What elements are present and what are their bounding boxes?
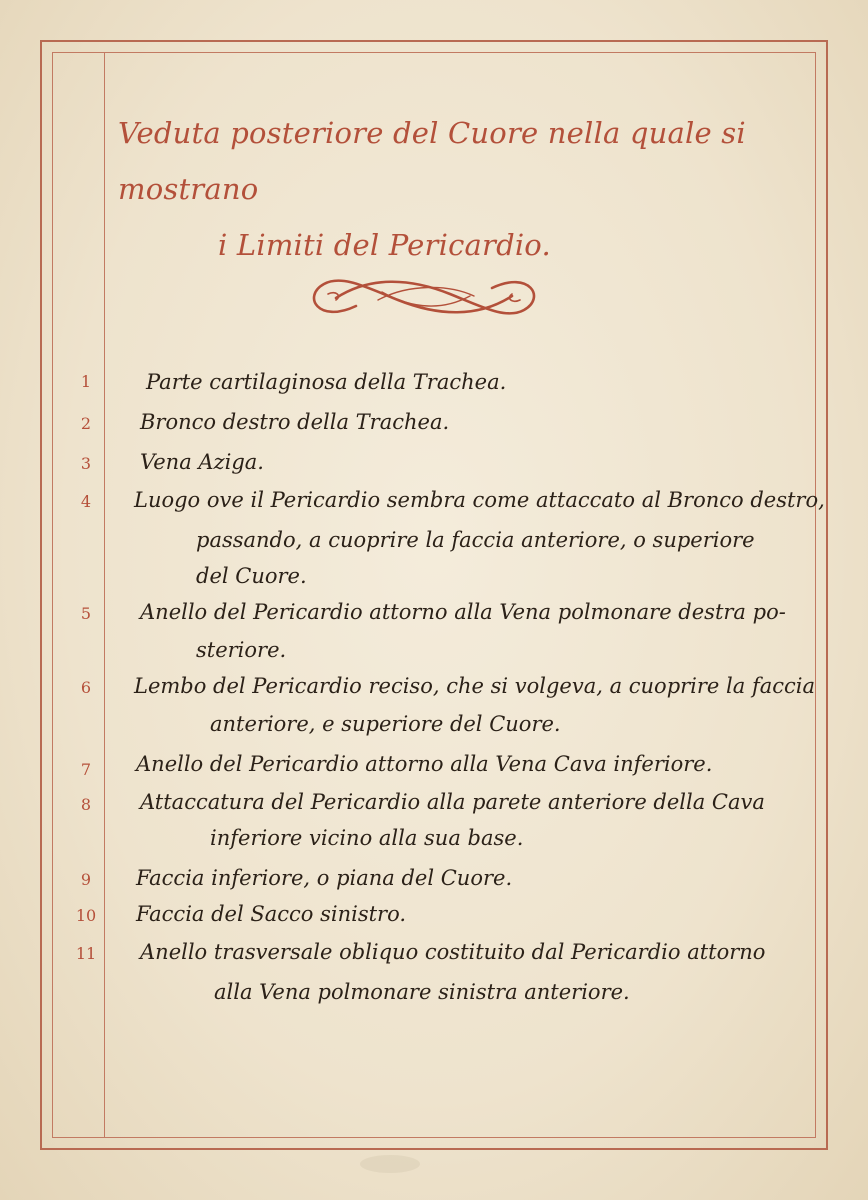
entry-number: 2 [80,414,92,433]
entry-number: 4 [80,492,92,511]
entry-number: 8 [80,795,92,814]
title-line-1: Veduta posteriore del Cuore nella quale si mostrano [118,116,746,206]
entry-number: 10 [75,906,97,925]
entry-number: 3 [80,454,92,473]
entry-text-line: Bronco destro della Trachea. [140,410,450,434]
entry-text-line: Anello del Pericardio attorno alla Vena Cava inferiore. [136,752,713,776]
entry-text-line: anteriore, e superiore del Cuore. [210,712,561,736]
paper-stain [360,1155,420,1173]
entry-number: 9 [80,870,92,889]
entry-text-line: Parte cartilaginosa della Trachea. [146,370,507,394]
entry-number: 5 [80,604,92,623]
entry-text-line: alla Vena polmonare sinistra anteriore. [214,980,630,1004]
entry-text-line: Attaccatura del Pericardio alla parete anteriore della Cava [140,790,765,814]
entry-number: 1 [80,372,92,391]
entry-text-line: Lembo del Pericardio reciso, che si volgeva, a cuoprire la faccia [134,674,816,698]
entry-text-line: Vena Aziga. [140,450,264,474]
entry-number: 6 [80,678,92,697]
entry-text-line: del Cuore. [196,564,307,588]
title-line-2: i Limiti del Pericardio. [218,228,551,262]
calligraphic-flourish-icon [298,266,550,328]
entry-number: 11 [75,944,97,963]
entry-text-line: Anello trasversale obliquo costituito dal Pericardio attorno [140,940,766,964]
entry-text-line: Faccia del Sacco sinistro. [136,902,407,926]
entry-text-line: Anello del Pericardio attorno alla Vena polmonare destra po- [140,600,786,624]
entry-number: 7 [80,760,92,779]
entry-text-line: Luogo ove il Pericardio sembra come attaccato al Bronco destro, [134,488,825,512]
entry-text-line: inferiore vicino alla sua base. [210,826,524,850]
entry-text-line: passando, a cuoprire la faccia anteriore, o superiore [196,528,755,552]
margin-rule [104,52,105,1138]
page-title [118,105,798,273]
entry-text-line: steriore. [196,638,287,662]
entry-text-line: Faccia inferiore, o piana del Cuore. [136,866,513,890]
